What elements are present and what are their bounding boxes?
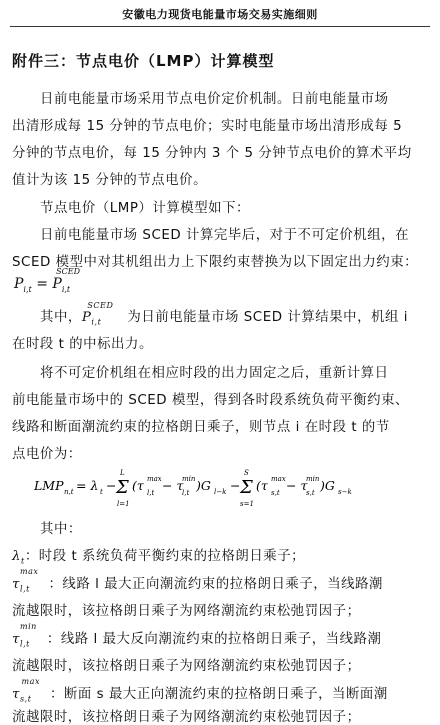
paragraph-line [12,300,428,327]
svg-text:l=1: l=1 [117,500,130,508]
paragraph-line: 在时段 t 的中标出力。 [12,337,153,352]
svg-text:l,t: l,t [147,489,155,497]
svg-text:Σ: Σ [240,477,253,498]
paragraph-line: SCED 模型中对其机组出力上下限约束替换为以下固定出力约束： [12,255,419,270]
paragraph-line: 出清形成每 15 分钟的节点电价；实时电能量市场出清形成每 5 [12,119,403,134]
svg-text:−: − [106,478,117,493]
paragraph-line: 点电价为： [12,447,82,462]
p-sced-symbol: $P_{i,t}^{SCED}$ [81,300,114,327]
definition-text: ：线路 l 最大反向潮流约束的拉格朗日乘子，当线路潮 [46,632,382,647]
definition-text: ：断面 s 最大正向潮流约束的拉格朗日乘子，当断面潮 [50,687,388,702]
lambda-symbol: $\lambda_t$ [12,549,25,566]
svg-text:s,t: s,t [306,489,315,497]
svg-text:S: S [244,469,249,477]
svg-text:n,t: n,t [64,488,74,496]
paragraph-line: 日前电能量市场采用节点电价定价机制。日前电能量市场 [40,92,389,107]
svg-text:min: min [306,475,320,483]
appendix-title: 附件三：节点电价（LMP）计算模型 [12,52,275,70]
paragraph-line: 流越限时，该拉格朗日乘子为网络潮流约束松弛罚因子； [12,604,361,619]
paragraph-line: 线路和断面潮流约束的拉格朗日乘子，则节点 i 在时段 t 的节 [12,420,390,435]
definition-tau-line-max [12,566,428,594]
svg-text:− τ: − τ [286,478,308,493]
paragraph-line: 日前电能量市场 SCED 计算完毕后，对于不可定价机组，在 [40,228,410,243]
svg-text:LMP: LMP [34,478,64,493]
paragraph-line: 将不可定价机组在相应时段的出力固定之后，重新计算日 [40,366,389,381]
definition-text: ：时段 t 系统负荷平衡约束的拉格朗日乘子； [24,549,306,564]
lmp-equation [34,462,424,512]
header-rule [10,26,430,27]
tau-section-max-symbol: $\tau_{s,t}^{max}$ [12,676,41,704]
svg-text:s,t: s,t [271,489,280,497]
paragraph-line: 流越限时，该拉格朗日乘子为网络潮流约束松弛罚因子； [12,710,361,725]
tau-max-symbol: $\tau_{l,t}^{max}$ [12,566,39,594]
svg-text:max: max [271,475,286,483]
fixed-output-equation: $P_{i,t} = P_{i,t}^{SCED}$ [14,267,80,294]
svg-text:)G: )G [196,478,211,493]
definition-text: ：线路 l 最大正向潮流约束的拉格朗日乘子，当线路潮 [48,577,383,592]
svg-text:)G: )G [320,478,335,493]
svg-text:s−k: s−k [338,488,352,496]
text-fragment: 为日前电能量市场 SCED 计算结果中，机组 i [127,310,408,325]
paragraph-line: 节点电价（LMP）计算模型如下： [40,201,250,216]
page-header: 安徽电力现货电能量市场交易实施细则 [122,8,318,21]
svg-text:max: max [147,475,162,483]
definition-lambda [12,545,428,564]
tau-min-symbol: $\tau_{l,t}^{min}$ [12,621,37,649]
svg-text:− τ: − τ [162,478,184,493]
definition-tau-line-min [12,621,428,649]
svg-text:t: t [100,488,103,496]
svg-text:l−k: l−k [214,488,227,496]
svg-text:l,t: l,t [182,489,190,497]
paragraph-line: 流越限时，该拉格朗日乘子为网络潮流约束松弛罚因子； [12,659,361,674]
text-fragment: 其中， [40,310,82,325]
svg-text:(τ: (τ [256,478,268,493]
paragraph-line: 前电能量市场中的 SCED 模型，得到各时段系统负荷平衡约束、 [12,393,409,408]
lmp-equation-svg [34,462,424,512]
paragraph-line: 分钟的节点电价，每 15 分钟内 3 个 5 分钟节点电价的算术平均 [12,146,412,161]
svg-text:s=1: s=1 [240,500,254,508]
svg-text:L: L [120,469,125,477]
svg-text:min: min [182,475,196,483]
paragraph-line: 其中： [40,522,82,537]
svg-text:(τ: (τ [132,478,144,493]
svg-text:−: − [230,478,241,493]
paragraph-line: 值计为该 15 分钟的节点电价。 [12,173,208,188]
definition-tau-section-max [12,676,428,704]
svg-text:Σ: Σ [116,477,129,498]
svg-text:= λ: = λ [76,478,99,493]
